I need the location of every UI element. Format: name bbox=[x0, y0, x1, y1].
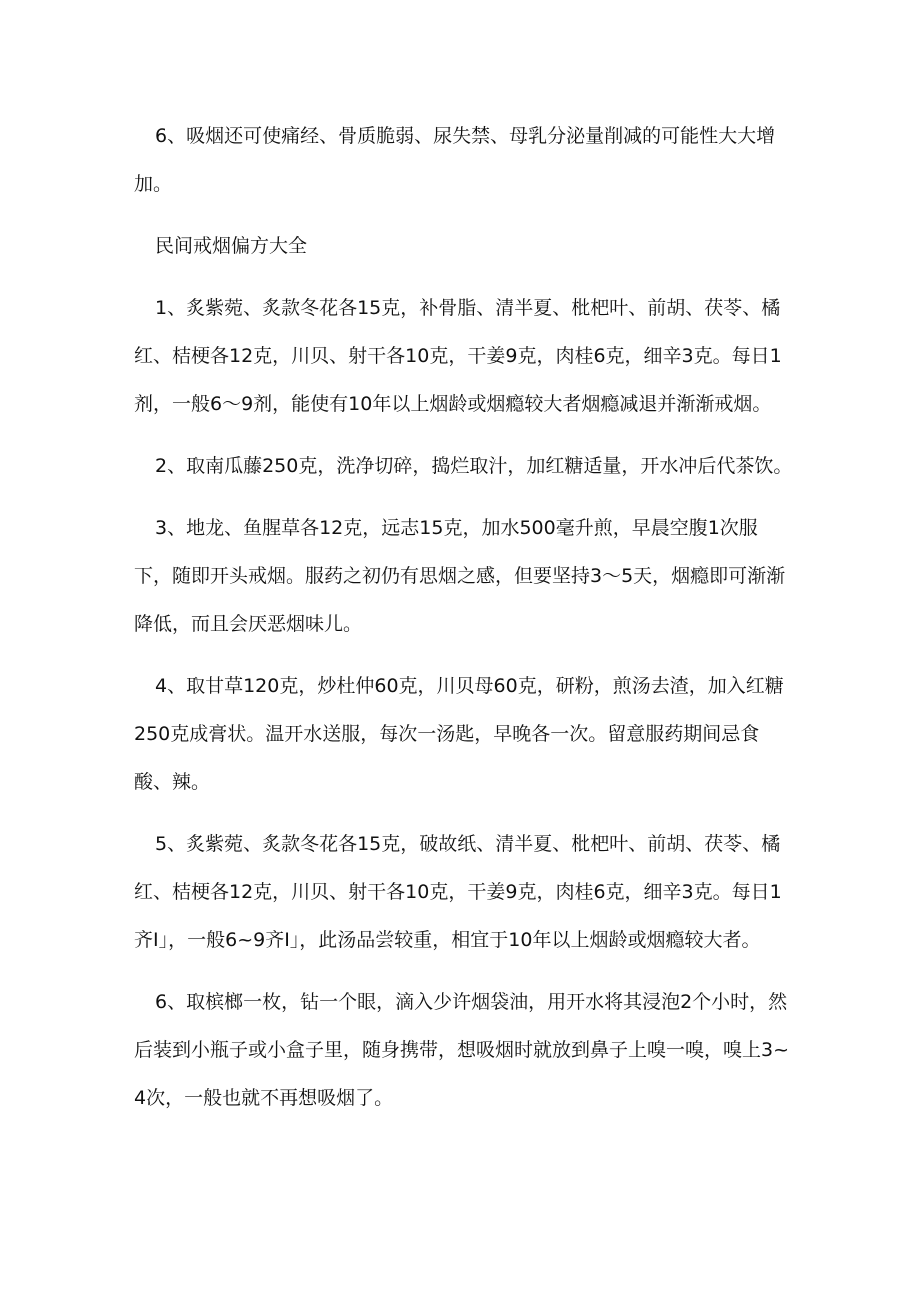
document-body bbox=[134, 112, 794, 1136]
remedy-5: 5、炙紫菀、炙款冬花各15克，破故纸、清半夏、枇杷叶、前胡、茯苓、橘红、桔梗各12克，川贝、射干各10克，干姜9克，肉桂6克，细辛3克。每日1齐I」，一般6~9齐I」，此汤品尝较重，相宜于10年以上烟龄或烟瘾较大者。 bbox=[134, 833, 782, 951]
section-heading: 民间戒烟偏方大全 bbox=[155, 235, 308, 257]
paragraph-smoking-effects: 6、吸烟还可使痛经、骨质脆弱、尿失禁、母乳分泌量削减的可能性大大增加。 bbox=[134, 125, 776, 195]
remedy-4: 4、取甘草120克，炒杜仲60克，川贝母60克，研粉，煎汤去渣，加入红糖250克成膏状。温开水送服，每次一汤匙，早晚各一次。留意服药期间忌食酸、辣。 bbox=[134, 675, 784, 793]
remedy-3: 3、地龙、鱼腥草各12克，远志15克，加水500毫升煎，早晨空腹1次服下，随即开头戒烟。服药之初仍有思烟之感，但要坚持3～5天，烟瘾即可渐渐降低，而且会厌恶烟味儿。 bbox=[134, 517, 786, 635]
remedy-6: 6、取槟榔一枚，钻一个眼，滴入少许烟袋油，用开水将其浸泡2个小时，然后装到小瓶子或小盒子里，随身携带，想吸烟时就放到鼻子上嗅一嗅，嗅上3~4次，一般也就不再想吸烟了。 bbox=[134, 991, 790, 1109]
remedy-1: 1、炙紫菀、炙款冬花各15克，补骨脂、清半夏、枇杷叶、前胡、茯苓、橘红、桔梗各12克，川贝、射干各10克，干姜9克，肉桂6克，细辛3克。每日1剂，一般6～9剂，能使有10年以上烟龄或烟瘾较大者烟瘾减退并渐渐戒烟。 bbox=[134, 297, 782, 415]
remedy-2: 2、取南瓜藤250克，洗净切碎，捣烂取汁，加红糖适量，开水冲后代茶饮。 bbox=[155, 455, 793, 477]
